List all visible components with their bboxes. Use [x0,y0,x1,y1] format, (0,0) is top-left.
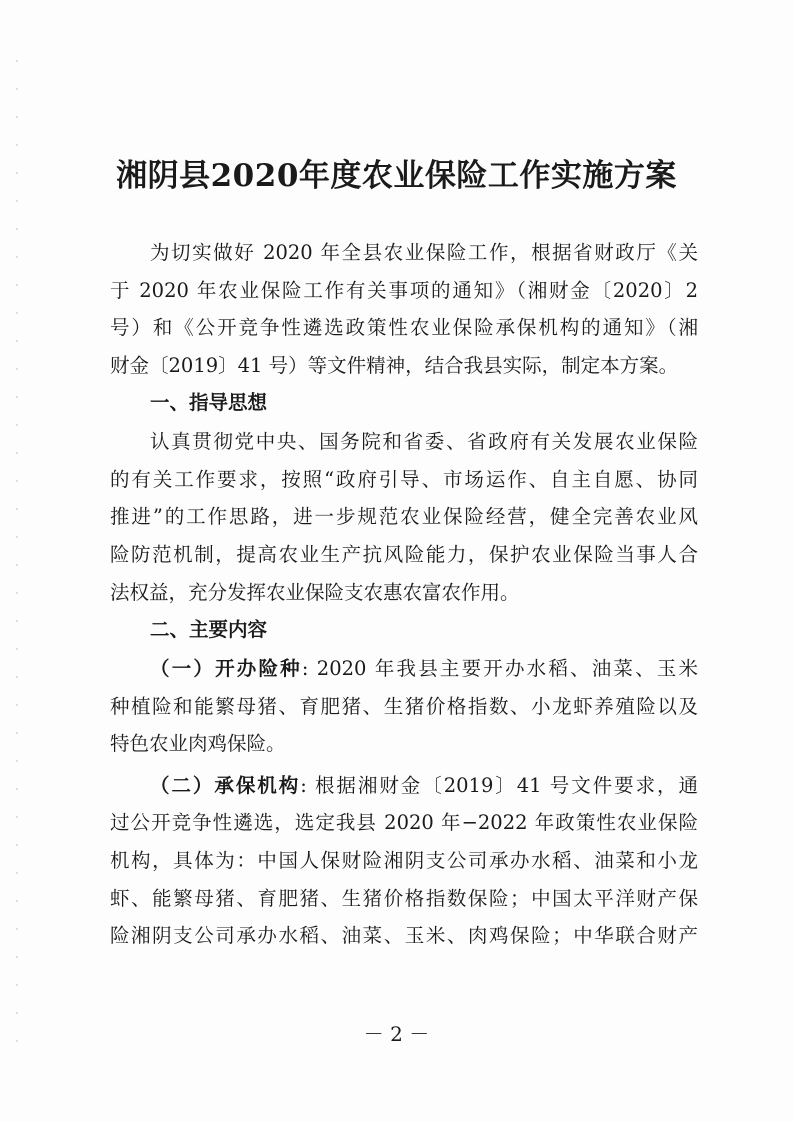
paragraph-line: 险防范机制，提高农业生产抗风险能力，保护农业保险当事人合 [110,542,698,566]
intro-line: 于 2020 年农业保险工作有关事项的通知》（湘财金〔2020〕2 [110,278,698,302]
paragraph-line: 种植险和能繁母猪、育肥猪、生猪价格指数、小龙虾养殖险以及 [110,694,698,718]
page-number: － 2 － [363,1022,430,1046]
paragraph-line: 险湘阴支公司承办水稻、油菜、玉米、肉鸡保险；中华联合财产 [110,924,698,948]
document-body [110,234,698,955]
binding-margin-marks [16,60,18,1060]
paragraph-line: 机构，具体为：中国人保财险湘阴支公司承办水稻、油菜和小龙 [110,848,698,872]
intro-line: 号）和《公开竞争性遴选政策性农业保险承保机构的通知》（湘 [110,316,698,340]
section-heading-main-content: 二、主要内容 [150,618,268,642]
item-underwriters-first-line [110,767,698,805]
paragraph-line: 过公开竞争性遴选，选定我县 2020 年−2022 年政策性农业保险 [110,811,698,835]
item-text: : 根据湘财金〔2019〕41 号文件要求，通 [300,773,698,797]
paragraph-line: 虾、能繁母猪、育肥猪、生猪价格指数保险；中国太平洋财产保 [110,886,698,910]
paragraph-line: 认真贯彻党中央、国务院和省委、省政府有关发展农业保险 [150,430,698,454]
paragraph-line: 推进”的工作思路，进一步规范农业保险经营，健全完善农业风 [110,505,698,529]
item-insurance-types-first-line [110,650,698,688]
item-text: : 2020 年我县主要开办水稻、油菜、玉米 [301,656,698,680]
intro-line: 财金〔2019〕41 号）等文件精神，结合我县实际，制定本方案。 [110,353,679,377]
paragraph-line: 的有关工作要求，按照“政府引导、市场运作、自主自愿、协同 [110,467,698,491]
intro-line: 为切实做好 2020 年全县农业保险工作，根据省财政厅《关 [150,241,698,264]
section-heading-guiding-thought: 一、指导思想 [150,391,268,415]
paragraph-line: 特色农业肉鸡保险。 [110,732,286,756]
paragraph-line: 法权益，充分发挥农业保险支农惠农富农作用。 [110,580,520,604]
item-lead-underwriters: （二）承保机构 [150,773,301,797]
item-lead-insurance-types: （一）开办险种 [150,656,302,680]
document-title: 湘阴县2020年度农业保险工作实施方案 [116,158,677,194]
